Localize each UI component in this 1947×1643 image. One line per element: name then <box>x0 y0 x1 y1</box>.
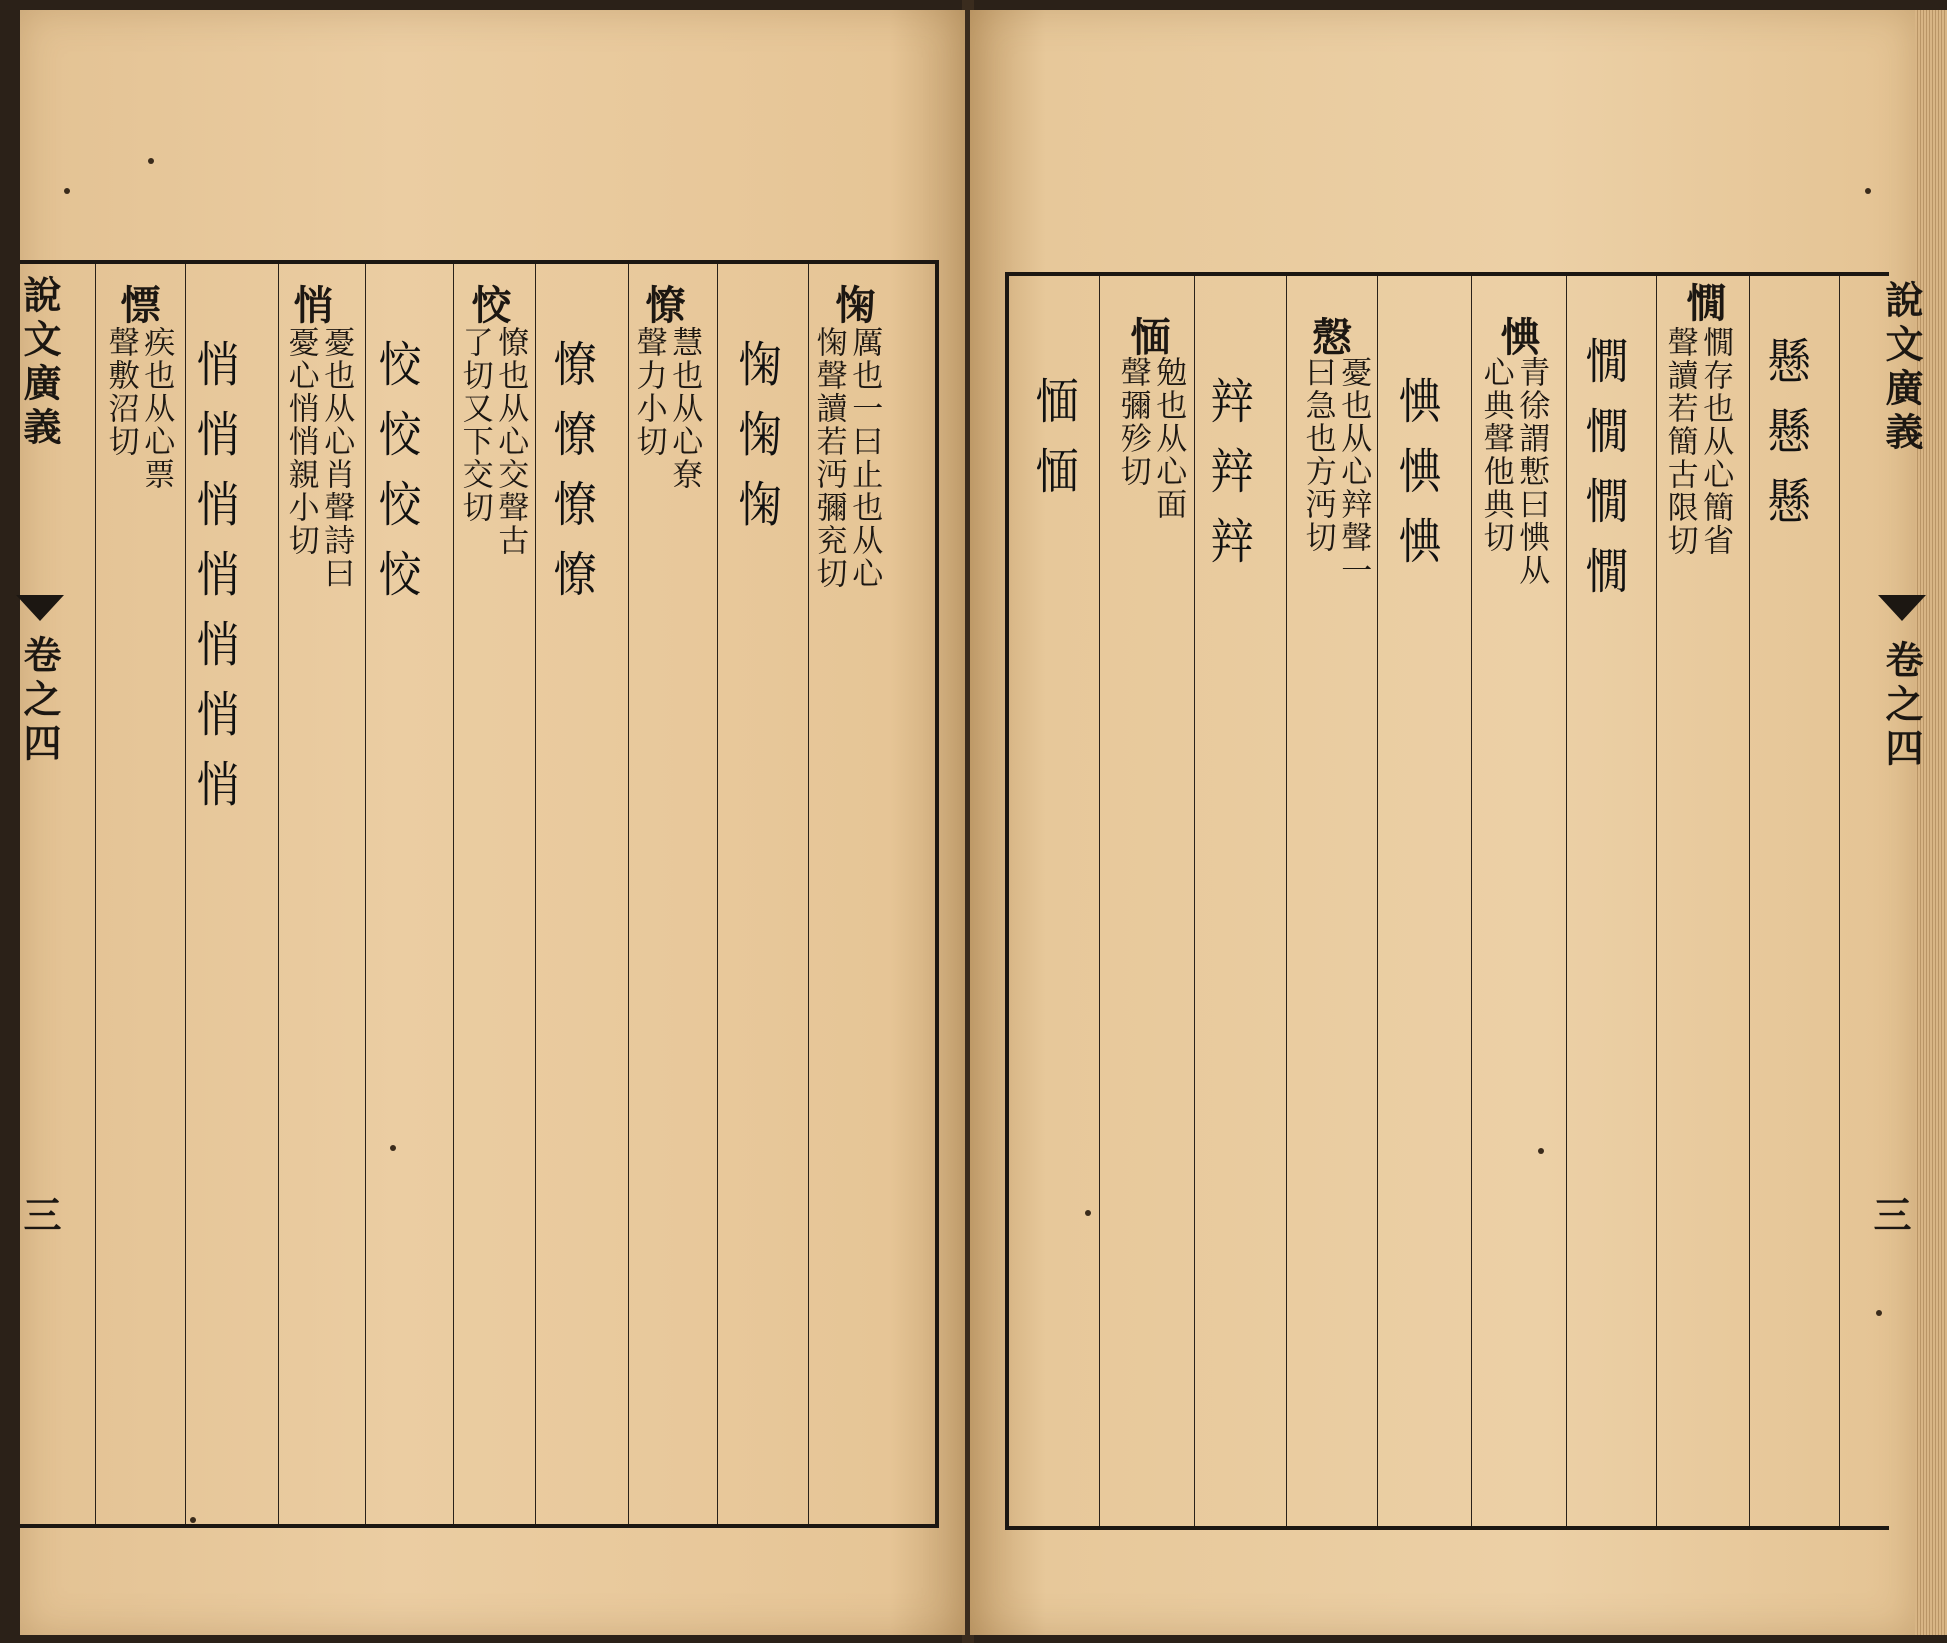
column-rule <box>628 264 629 1524</box>
entry-gloss <box>456 326 527 557</box>
seal-script-forms: 憪憪憪憪 <box>1577 336 1629 616</box>
paper-spot <box>1538 1148 1544 1154</box>
column-rule <box>278 264 279 1524</box>
gloss-line: 聲彌殄切 <box>1114 356 1151 488</box>
column-rule <box>185 264 186 1524</box>
entry-gloss <box>1661 326 1732 557</box>
paper-spot <box>190 1517 196 1523</box>
column-rule <box>1194 276 1195 1526</box>
seal-script-forms: 辡辡辡 <box>1202 376 1254 586</box>
entry-gloss <box>102 326 173 491</box>
gloss-line: 聲敷沼切 <box>102 326 139 458</box>
fishtail-mark <box>1878 595 1926 629</box>
entry-gloss <box>630 326 701 491</box>
gloss-line: 厲也一曰止也从心 <box>846 326 883 590</box>
gloss-line: 憂也从心辡聲一 <box>1335 356 1372 587</box>
seal-script-forms: 憭憭憭憭 <box>545 339 597 619</box>
seal-script-forms: 愐愐 <box>1027 376 1079 516</box>
gloss-line: 疾也从心票 <box>138 326 175 491</box>
column-rule <box>453 264 454 1524</box>
gloss-line: 㥌聲讀若沔彌兖切 <box>810 326 847 590</box>
seal-script-forms: 懸懸懸 <box>1759 336 1811 546</box>
column-rule <box>1839 276 1840 1526</box>
paper-spot <box>1865 188 1871 194</box>
entry-headword: 憪 <box>1680 282 1727 324</box>
entry-headword: 恔 <box>465 284 512 326</box>
column-rule <box>1286 276 1287 1526</box>
column-rule <box>1471 276 1472 1526</box>
column-rule <box>1749 276 1750 1526</box>
seal-script-forms: 㥏㥏㥏 <box>1390 376 1442 586</box>
paper-spot <box>64 188 70 194</box>
margin-folio: 三 <box>1867 1195 1912 1239</box>
gloss-line: 心典聲他典切 <box>1477 356 1514 554</box>
left-print-frame <box>17 260 939 1528</box>
column-rule <box>95 264 96 1524</box>
margin-book-title: 說文廣義 <box>1879 280 1924 456</box>
gloss-line: 曰急也方沔切 <box>1299 356 1336 554</box>
gloss-line: 聲讀若簡古限切 <box>1661 326 1698 557</box>
paper-spot <box>390 1145 396 1151</box>
entry-headword: 㥏 <box>1494 316 1541 358</box>
paper-spot <box>148 158 154 164</box>
paper-spot <box>1876 1310 1882 1316</box>
margin-book-title: 說文廣義 <box>17 275 62 451</box>
margin-fascicle: 卷之四 <box>1879 640 1924 772</box>
left-page <box>17 10 965 1635</box>
right-print-frame <box>1005 272 1889 1530</box>
entry-headword: 㥌 <box>829 284 876 326</box>
gloss-line: 憂也从心肖聲詩曰 <box>318 326 355 590</box>
gloss-line: 憂心悄悄親小切 <box>282 326 319 557</box>
entry-headword: 愐 <box>1124 316 1171 358</box>
entry-headword: 悄 <box>287 284 334 326</box>
margin-fascicle: 卷之四 <box>17 635 62 767</box>
seal-script-forms: 悄悄悄悄悄悄悄 <box>188 339 240 829</box>
gloss-line: 慧也从心尞 <box>666 326 703 491</box>
paper-spot <box>1085 1210 1091 1216</box>
seal-script-forms: 㥌㥌㥌 <box>730 339 782 549</box>
column-rule <box>1377 276 1378 1526</box>
column-rule <box>1566 276 1567 1526</box>
entry-gloss <box>282 326 353 590</box>
right-page <box>970 10 1924 1635</box>
margin-folio: 三 <box>17 1195 62 1239</box>
entry-gloss <box>810 326 881 590</box>
fishtail-mark <box>16 595 64 629</box>
entry-headword: 慓 <box>114 284 161 326</box>
entry-gloss <box>1299 356 1370 587</box>
entry-headword: 憭 <box>639 284 686 326</box>
column-rule <box>808 264 809 1524</box>
column-rule <box>717 264 718 1524</box>
gloss-line: 青徐謂慙曰㥏从 <box>1513 356 1550 587</box>
gloss-line: 了切又下交切 <box>456 326 493 524</box>
page-edges <box>1915 10 1947 1635</box>
column-rule <box>535 264 536 1524</box>
gloss-line: 聲力小切 <box>630 326 667 458</box>
entry-gloss <box>1477 356 1548 587</box>
gloss-line: 憪存也从心簡省 <box>1697 326 1734 557</box>
entry-headword: 𢡱 <box>1306 316 1353 358</box>
entry-gloss <box>1114 356 1185 521</box>
seal-script-forms: 恔恔恔恔 <box>370 339 422 619</box>
column-rule <box>365 264 366 1524</box>
gloss-line: 憭也从心交聲古 <box>492 326 529 557</box>
column-rule <box>1099 276 1100 1526</box>
column-rule <box>1656 276 1657 1526</box>
gloss-line: 勉也从心面 <box>1150 356 1187 521</box>
